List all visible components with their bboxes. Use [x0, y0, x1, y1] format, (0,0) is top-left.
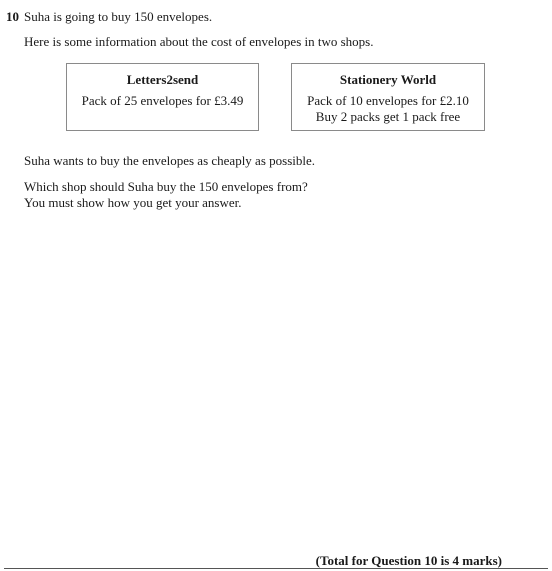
question-instruction: You must show how you get your answer. — [24, 195, 242, 210]
divider-line — [4, 568, 548, 569]
shop-box-stationery-world — [291, 63, 485, 131]
question-info: Here is some information about the cost of envelopes in two shops. — [24, 34, 374, 49]
question-intro: Suha is going to buy 150 envelopes. — [24, 9, 213, 24]
shop-offer: Pack of 10 envelopes for £2.10 — [307, 93, 469, 108]
shop-box-letters2send — [66, 63, 259, 131]
question-goal: Suha wants to buy the envelopes as cheaply as possible. — [24, 153, 315, 168]
total-marks: (Total for Question 10 is 4 marks) — [315, 553, 502, 568]
shop-name: Letters2send — [126, 72, 199, 87]
shop-offer: Buy 2 packs get 1 pack free — [315, 109, 461, 124]
answer-space[interactable] — [24, 220, 528, 545]
question-ask: Which shop should Suha buy the 150 envelopes from? — [24, 179, 308, 194]
question-number: 10 — [6, 9, 19, 24]
shop-name: Stationery World — [339, 72, 437, 87]
shop-offer: Pack of 25 envelopes for £3.49 — [81, 93, 244, 108]
